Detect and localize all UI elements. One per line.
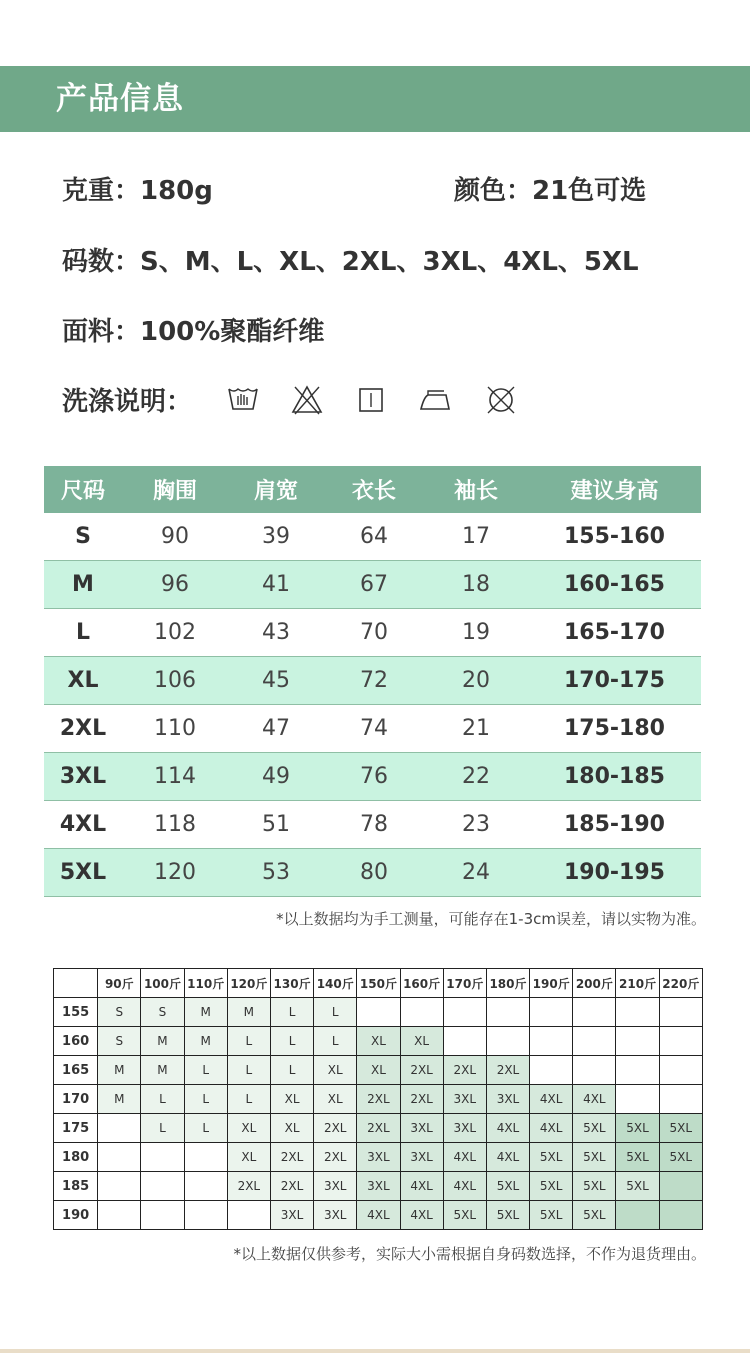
size-suggestion-cell — [141, 1143, 184, 1172]
measure-cell: 17 — [424, 513, 528, 561]
size-suggestion-cell — [184, 1172, 227, 1201]
size-suggestion-cell: 2XL — [314, 1114, 357, 1143]
size-suggestion-cell — [659, 1172, 702, 1201]
size-suggestion-cell: XL — [357, 1027, 400, 1056]
size-suggestion-cell: XL — [357, 1056, 400, 1085]
measure-cell: 74 — [324, 705, 424, 753]
size-suggestion-cell: 4XL — [357, 1201, 400, 1230]
size-suggestion-cell — [443, 998, 486, 1027]
size-suggestion-cell — [659, 1085, 702, 1114]
measure-cell: 21 — [424, 705, 528, 753]
size-suggestion-cell — [184, 1201, 227, 1230]
size-suggestion-cell: 2XL — [270, 1143, 313, 1172]
height-header-cell: 190 — [54, 1201, 98, 1230]
size-suggestion-cell — [659, 998, 702, 1027]
wash-label: 洗涤说明： — [62, 387, 193, 417]
height-cell: 155-160 — [528, 513, 701, 561]
size-cell: M — [44, 561, 122, 609]
size-suggestion-cell — [659, 1027, 702, 1056]
size-cell: 3XL — [44, 753, 122, 801]
measure-cell: 22 — [424, 753, 528, 801]
size-suggestion-cell: 5XL — [486, 1172, 529, 1201]
size-suggestion-cell — [616, 1201, 659, 1230]
size-cell: 2XL — [44, 705, 122, 753]
size-suggestion-cell: 3XL — [314, 1172, 357, 1201]
size-suggestion-cell: L — [270, 1056, 313, 1085]
size-suggestion-cell — [616, 1085, 659, 1114]
size-recommendation-grid — [53, 968, 703, 1230]
measure-cell: 39 — [228, 513, 324, 561]
height-cell: 175-180 — [528, 705, 701, 753]
size-suggestion-cell: 4XL — [530, 1114, 573, 1143]
table-row — [44, 657, 701, 705]
weight-header-row — [54, 969, 703, 998]
weight-header-cell: 100斤 — [141, 969, 184, 998]
measure-cell: 102 — [122, 609, 228, 657]
size-suggestion-cell: XL — [270, 1114, 313, 1143]
weight-header-cell: 90斤 — [98, 969, 141, 998]
size-suggestion-cell: 2XL — [270, 1172, 313, 1201]
header-cell: 肩宽 — [228, 466, 324, 513]
size-suggestion-cell: 2XL — [400, 1056, 443, 1085]
do-not-dry-clean-icon — [484, 383, 518, 417]
table-row — [44, 753, 701, 801]
weight-header-cell: 150斤 — [357, 969, 400, 998]
size-suggestion-cell: 2XL — [314, 1143, 357, 1172]
size-suggestion-cell: 5XL — [573, 1172, 616, 1201]
weight-header-cell: 210斤 — [616, 969, 659, 998]
size-suggestion-cell: 3XL — [400, 1114, 443, 1143]
size-suggestion-cell — [616, 1027, 659, 1056]
size-suggestion-cell: 5XL — [573, 1201, 616, 1230]
measure-cell: 45 — [228, 657, 324, 705]
size-suggestion-cell: 3XL — [357, 1143, 400, 1172]
size-suggestion-cell: S — [98, 998, 141, 1027]
weight-text: 克重：180g — [62, 176, 213, 206]
weight-header-cell: 180斤 — [486, 969, 529, 998]
size-suggestion-cell — [530, 1027, 573, 1056]
size-suggestion-cell: XL — [270, 1085, 313, 1114]
weight-header-cell: 190斤 — [530, 969, 573, 998]
size-suggestion-cell — [184, 1143, 227, 1172]
weight-header-cell: 170斤 — [443, 969, 486, 998]
size-suggestion-cell: L — [270, 1027, 313, 1056]
iron-low-icon — [418, 383, 452, 417]
size-suggestion-cell: M — [141, 1056, 184, 1085]
size-suggestion-cell — [573, 1027, 616, 1056]
measure-cell: 110 — [122, 705, 228, 753]
size-suggestion-cell: 4XL — [400, 1201, 443, 1230]
size-suggestion-cell: 5XL — [659, 1114, 702, 1143]
size-suggestion-cell — [530, 998, 573, 1027]
size-suggestion-cell: 5XL — [486, 1201, 529, 1230]
section-banner — [0, 66, 750, 132]
size-suggestion-cell: 4XL — [530, 1085, 573, 1114]
height-header-cell: 180 — [54, 1143, 98, 1172]
table-row — [54, 1172, 703, 1201]
height-header-cell: 155 — [54, 998, 98, 1027]
size-suggestion-cell: 5XL — [616, 1143, 659, 1172]
table-row — [44, 561, 701, 609]
size-suggestion-cell: 3XL — [400, 1143, 443, 1172]
height-cell: 160-165 — [528, 561, 701, 609]
size-suggestion-cell: L — [314, 1027, 357, 1056]
weight-header-cell: 140斤 — [314, 969, 357, 998]
size-table-header — [44, 466, 701, 513]
size-suggestion-cell: L — [184, 1056, 227, 1085]
header-cell: 尺码 — [44, 466, 122, 513]
size-suggestion-cell: XL — [227, 1143, 270, 1172]
bottom-divider — [0, 1349, 750, 1353]
size-suggestion-cell: XL — [314, 1085, 357, 1114]
weight-header-cell: 110斤 — [184, 969, 227, 998]
size-suggestion-cell: 3XL — [357, 1172, 400, 1201]
measure-cell: 53 — [228, 849, 324, 897]
size-suggestion-cell: L — [227, 1056, 270, 1085]
size-suggestion-cell: 2XL — [400, 1085, 443, 1114]
height-cell: 190-195 — [528, 849, 701, 897]
size-cell: S — [44, 513, 122, 561]
table-row — [44, 705, 701, 753]
height-header-cell: 165 — [54, 1056, 98, 1085]
size-suggestion-cell: 4XL — [486, 1143, 529, 1172]
section-title: 产品信息 — [56, 81, 184, 117]
weight-header-cell: 200斤 — [573, 969, 616, 998]
reference-note: *以上数据仅供参考，实际大小需根据自身码数选择，不作为退货理由。 — [233, 1245, 706, 1263]
height-header-cell: 170 — [54, 1085, 98, 1114]
measure-cell: 20 — [424, 657, 528, 705]
measure-cell: 90 — [122, 513, 228, 561]
table-row — [54, 1085, 703, 1114]
size-suggestion-cell: 5XL — [616, 1114, 659, 1143]
size-suggestion-cell: 4XL — [443, 1172, 486, 1201]
measure-cell: 72 — [324, 657, 424, 705]
height-cell: 170-175 — [528, 657, 701, 705]
size-suggestion-cell: L — [141, 1114, 184, 1143]
size-suggestion-cell — [573, 1056, 616, 1085]
size-suggestion-cell: 3XL — [443, 1114, 486, 1143]
measure-cell: 76 — [324, 753, 424, 801]
size-suggestion-cell: L — [227, 1027, 270, 1056]
height-header-cell: 160 — [54, 1027, 98, 1056]
table-row — [44, 849, 701, 897]
size-suggestion-cell: XL — [400, 1027, 443, 1056]
measure-cell: 106 — [122, 657, 228, 705]
weight-header-cell: 130斤 — [270, 969, 313, 998]
table-row — [54, 1027, 703, 1056]
measure-cell: 19 — [424, 609, 528, 657]
fabric-text: 面料：100%聚酯纤维 — [62, 317, 325, 347]
size-suggestion-cell — [616, 1056, 659, 1085]
measure-cell: 49 — [228, 753, 324, 801]
do-not-bleach-icon — [290, 383, 324, 417]
measure-cell: 51 — [228, 801, 324, 849]
size-suggestion-cell: 3XL — [486, 1085, 529, 1114]
size-suggestion-cell: L — [227, 1085, 270, 1114]
size-suggestion-cell: L — [141, 1085, 184, 1114]
size-cell: XL — [44, 657, 122, 705]
measure-cell: 24 — [424, 849, 528, 897]
size-suggestion-cell: 2XL — [357, 1085, 400, 1114]
table-row — [54, 1143, 703, 1172]
size-table — [44, 466, 701, 897]
size-suggestion-cell — [357, 998, 400, 1027]
size-suggestion-cell: S — [98, 1027, 141, 1056]
header-cell: 衣长 — [324, 466, 424, 513]
size-suggestion-cell — [443, 1027, 486, 1056]
size-suggestion-cell: 5XL — [530, 1172, 573, 1201]
measure-cell: 114 — [122, 753, 228, 801]
height-header-cell: 185 — [54, 1172, 98, 1201]
header-cell: 袖长 — [424, 466, 528, 513]
size-suggestion-cell — [141, 1201, 184, 1230]
measure-cell: 43 — [228, 609, 324, 657]
size-suggestion-cell: 5XL — [616, 1172, 659, 1201]
size-suggestion-cell — [659, 1056, 702, 1085]
size-cell: 5XL — [44, 849, 122, 897]
size-suggestion-cell — [486, 998, 529, 1027]
height-header-cell: 175 — [54, 1114, 98, 1143]
size-suggestion-cell: L — [184, 1085, 227, 1114]
size-suggestion-cell — [98, 1143, 141, 1172]
header-cell: 胸围 — [122, 466, 228, 513]
size-suggestion-cell: 5XL — [659, 1143, 702, 1172]
height-cell: 165-170 — [528, 609, 701, 657]
measure-cell: 118 — [122, 801, 228, 849]
size-suggestion-cell: M — [184, 998, 227, 1027]
size-suggestion-cell: M — [227, 998, 270, 1027]
size-suggestion-cell: 3XL — [314, 1201, 357, 1230]
size-suggestion-cell — [400, 998, 443, 1027]
size-suggestion-cell: M — [141, 1027, 184, 1056]
size-suggestion-cell: XL — [314, 1056, 357, 1085]
size-suggestion-cell: 3XL — [270, 1201, 313, 1230]
measure-cell: 120 — [122, 849, 228, 897]
corner-cell — [54, 969, 98, 998]
size-suggestion-cell: M — [98, 1056, 141, 1085]
size-suggestion-cell: 2XL — [486, 1056, 529, 1085]
size-suggestion-cell — [573, 998, 616, 1027]
table-row — [54, 998, 703, 1027]
table-row — [54, 1114, 703, 1143]
size-suggestion-cell: 3XL — [443, 1085, 486, 1114]
color-text: 颜色：21色可选 — [454, 176, 647, 206]
measure-cell: 80 — [324, 849, 424, 897]
weight-header-cell: 160斤 — [400, 969, 443, 998]
table-row — [44, 801, 701, 849]
measure-cell: 78 — [324, 801, 424, 849]
measure-cell: 67 — [324, 561, 424, 609]
size-suggestion-cell: L — [184, 1114, 227, 1143]
table-row — [44, 513, 701, 561]
size-cell: L — [44, 609, 122, 657]
size-suggestion-cell: L — [314, 998, 357, 1027]
size-suggestion-cell: 2XL — [227, 1172, 270, 1201]
size-suggestion-cell: 4XL — [400, 1172, 443, 1201]
measure-cell: 64 — [324, 513, 424, 561]
size-suggestion-cell: 5XL — [530, 1143, 573, 1172]
height-cell: 180-185 — [528, 753, 701, 801]
size-suggestion-cell: 5XL — [573, 1143, 616, 1172]
size-suggestion-cell: M — [98, 1085, 141, 1114]
weight-header-cell: 220斤 — [659, 969, 702, 998]
header-cell: 建议身高 — [528, 466, 701, 513]
size-suggestion-cell: 5XL — [573, 1114, 616, 1143]
size-suggestion-cell — [141, 1172, 184, 1201]
size-suggestion-cell: M — [184, 1027, 227, 1056]
weight-header-cell: 120斤 — [227, 969, 270, 998]
table-row — [54, 1056, 703, 1085]
measure-cell: 23 — [424, 801, 528, 849]
table-row — [44, 609, 701, 657]
size-suggestion-cell: 4XL — [486, 1114, 529, 1143]
size-suggestion-cell — [98, 1201, 141, 1230]
size-suggestion-cell: 5XL — [443, 1201, 486, 1230]
measure-cell: 96 — [122, 561, 228, 609]
size-suggestion-cell: 2XL — [443, 1056, 486, 1085]
size-suggestion-cell — [486, 1027, 529, 1056]
size-suggestion-cell: 5XL — [530, 1201, 573, 1230]
measure-cell: 47 — [228, 705, 324, 753]
height-cell: 185-190 — [528, 801, 701, 849]
size-suggestion-cell — [98, 1172, 141, 1201]
measure-cell: 18 — [424, 561, 528, 609]
size-suggestion-cell: 4XL — [573, 1085, 616, 1114]
size-suggestion-cell — [98, 1114, 141, 1143]
size-suggestion-cell: 4XL — [443, 1143, 486, 1172]
table-row — [54, 1201, 703, 1230]
measure-cell: 41 — [228, 561, 324, 609]
size-suggestion-cell: S — [141, 998, 184, 1027]
size-suggestion-cell: XL — [227, 1114, 270, 1143]
size-suggestion-cell — [227, 1201, 270, 1230]
size-suggestion-cell — [530, 1056, 573, 1085]
size-suggestion-cell — [659, 1201, 702, 1230]
measure-note: *以上数据均为手工测量，可能存在1-3cm误差，请以实物为准。 — [276, 910, 706, 928]
size-cell: 4XL — [44, 801, 122, 849]
size-suggestion-cell: L — [270, 998, 313, 1027]
size-suggestion-cell: 2XL — [357, 1114, 400, 1143]
sizes-text: 码数：S、M、L、XL、2XL、3XL、4XL、5XL — [62, 247, 639, 277]
size-suggestion-cell — [616, 998, 659, 1027]
tumble-dry-icon — [354, 383, 388, 417]
measure-cell: 70 — [324, 609, 424, 657]
hand-wash-icon — [226, 381, 260, 415]
